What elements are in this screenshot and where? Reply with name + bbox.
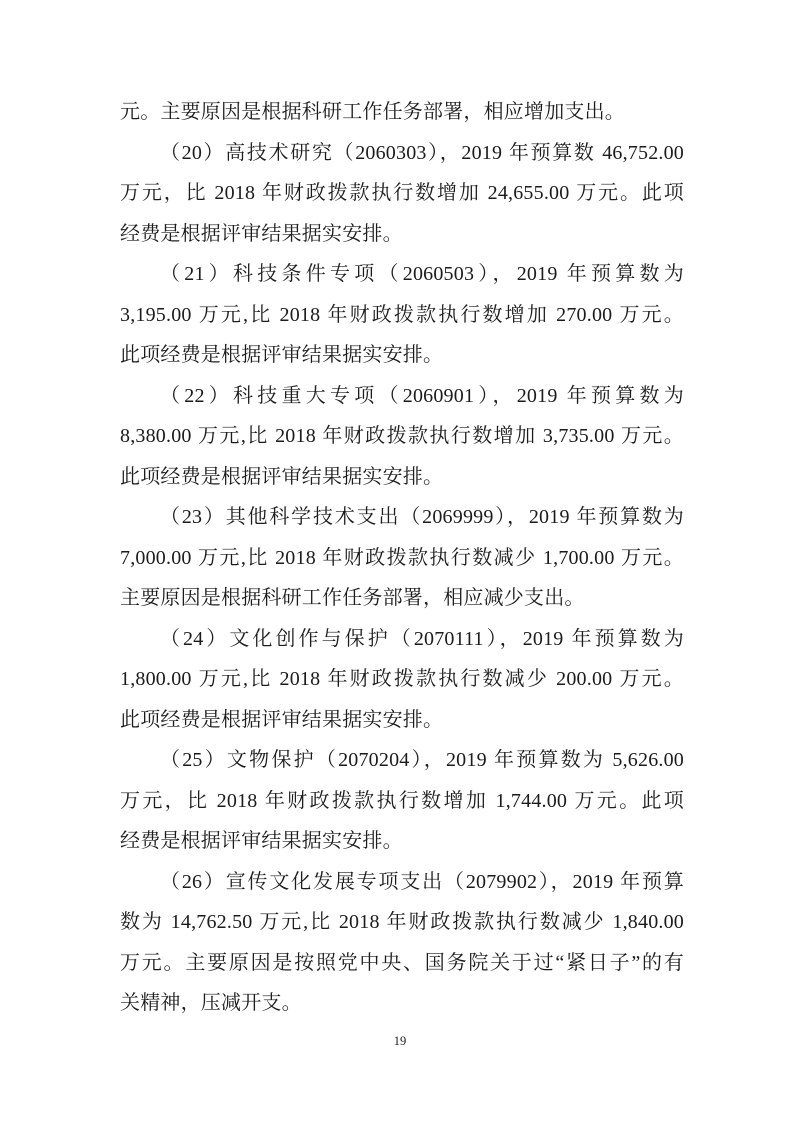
paragraph bbox=[120, 497, 684, 619]
text-line: （21）科技条件专项（2060503），2019 年预算数为 bbox=[160, 263, 684, 285]
text-line: （22）科技重大专项（2060901），2019 年预算数为 bbox=[160, 384, 684, 407]
text-line: 经费是根据评审结果据实安排。 bbox=[120, 222, 403, 245]
text-line: 万元。主要原因是按照党中央、国务院关于过“紧日子”的有 bbox=[120, 951, 684, 974]
text-line: 此项经费是根据评审结果据实安排。 bbox=[120, 708, 444, 731]
text-line: 数为 14,762.50 万元,比 2018 年财政拨款执行数减少 1,840.00 bbox=[120, 911, 684, 933]
paragraph bbox=[120, 619, 684, 741]
text-line: 主要原因是根据科研工作任务部署，相应减少支出。 bbox=[120, 587, 585, 609]
text-line: 8,380.00 万元,比 2018 年财政拨款执行数增加 3,735.00 万元。 bbox=[120, 425, 684, 447]
text-line: 经费是根据评审结果据实安排。 bbox=[120, 830, 403, 852]
paragraph bbox=[120, 92, 684, 133]
text-line: 万元，比 2018 年财政拨款执行数增加 1,744.00 万元。此项 bbox=[120, 789, 684, 812]
paragraph bbox=[120, 254, 684, 376]
text-line: 此项经费是根据评审结果据实安排。 bbox=[120, 465, 444, 488]
text-line: 元。主要原因是根据科研工作任务部署，相应增加支出。 bbox=[120, 101, 625, 123]
text-line: （24）文化创作与保护（2070111），2019 年预算数为 bbox=[160, 627, 684, 650]
text-line: 关精神，压减开支。 bbox=[120, 992, 302, 1014]
page-footer bbox=[0, 1032, 800, 1050]
text-line: 万元，比 2018 年财政拨款执行数增加 24,655.00 万元。此项 bbox=[120, 182, 684, 204]
text-line: （25）文物保护（2070204），2019 年预算数为 5,626.00 bbox=[160, 749, 684, 771]
paragraph bbox=[120, 862, 684, 1024]
text-line: 7,000.00 万元,比 2018 年财政拨款执行数减少 1,700.00 万元。 bbox=[120, 546, 684, 569]
text-line: （23）其他科学技术支出（2069999），2019 年预算数为 bbox=[160, 506, 684, 528]
text-line: （20）高技术研究（2060303），2019 年预算数 46,752.00 bbox=[160, 141, 684, 164]
paragraph bbox=[120, 740, 684, 862]
text-line: 3,195.00 万元,比 2018 年财政拨款执行数增加 270.00 万元。 bbox=[120, 303, 684, 326]
text-line: （26）宣传文化发展专项支出（2079902），2019 年预算 bbox=[160, 870, 684, 893]
paragraph bbox=[120, 133, 684, 255]
text-line: 此项经费是根据评审结果据实安排。 bbox=[120, 344, 444, 366]
text-line: 1,800.00 万元,比 2018 年财政拨款执行数减少 200.00 万元。 bbox=[120, 668, 684, 690]
document-body bbox=[120, 92, 684, 1024]
paragraph bbox=[120, 376, 684, 498]
page-number: 19 bbox=[393, 1034, 407, 1048]
